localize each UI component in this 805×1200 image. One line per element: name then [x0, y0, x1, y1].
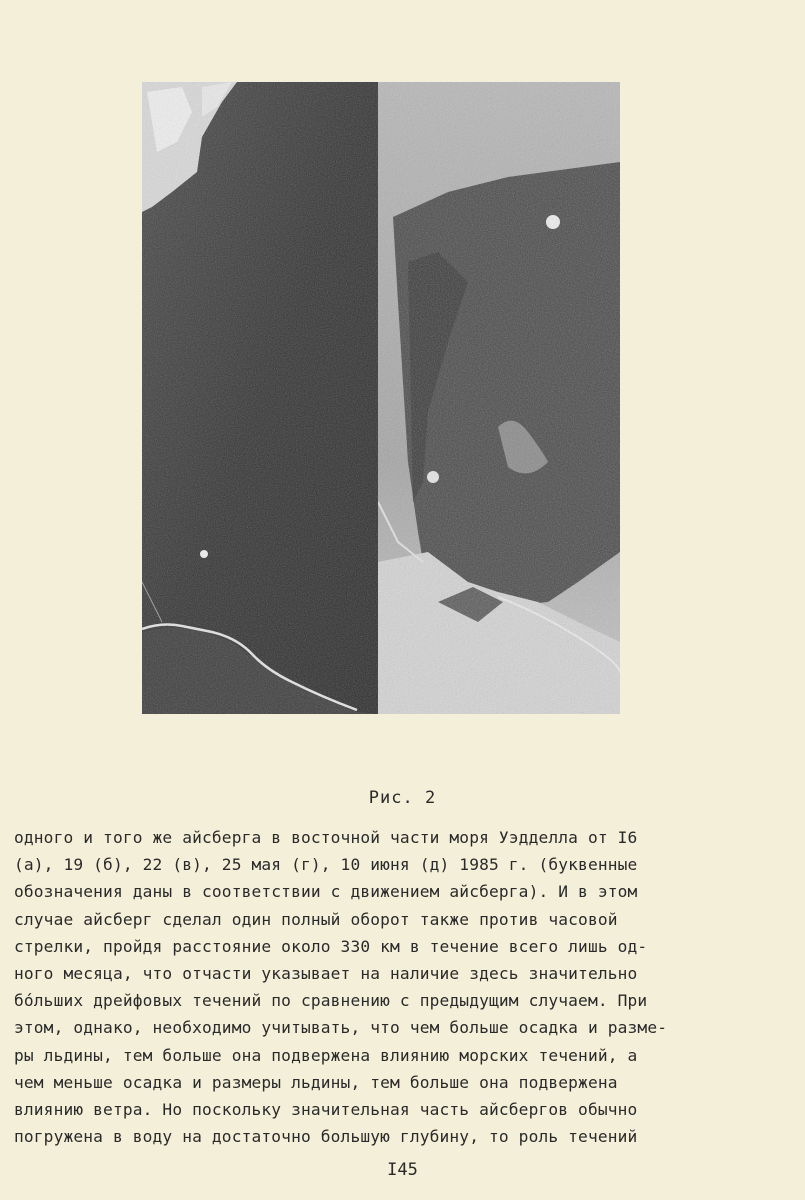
text-line: обозначения даны в соответствии с движением айсберга). И в этом	[14, 882, 638, 902]
left-panel-graphic	[142, 82, 378, 714]
text-line: одного и того же айсберга в восточной части моря Уэдделла от I6	[14, 828, 638, 847]
right-satellite-image	[378, 82, 620, 714]
text-line: ры льдины, тем больше она подвержена влиянию морских течений, а	[14, 1045, 638, 1065]
text-line: случае айсберг сделал один полный оборот также против часовой	[14, 909, 618, 929]
text-line: погружена в воду на достаточно большую глубину, то роль течений	[14, 1127, 638, 1147]
satellite-figure	[142, 82, 620, 714]
text-line: (а), 19 (б), 22 (в), 25 мая (г), 10 июня (д) 1985 г. (буквенные	[14, 855, 638, 875]
text-line: чем меньше осадка и размеры льдины, тем больше она подвержена	[14, 1072, 618, 1092]
body-text	[14, 824, 794, 1150]
text-line: этом, однако, необходимо учитывать, что чем больше осадка и разме-	[14, 1018, 668, 1038]
right-panel-graphic	[378, 82, 620, 714]
figure-caption: Рис. 2	[368, 788, 437, 808]
text-line: стрелки, пройдя расстояние около 330 км в течение всего лишь од-	[14, 936, 648, 956]
text-line: ного месяца, что отчасти указывает на наличие здесь значительно	[14, 964, 638, 984]
left-satellite-image	[142, 82, 378, 714]
page-number: I45	[387, 1160, 418, 1180]
text-line: влиянию ветра. Но поскольку значительная часть айсбергов обычно	[14, 1100, 638, 1120]
text-line: бо́льших дрейфовых течений по сравнению с предыдущим случаем. При	[14, 991, 648, 1011]
